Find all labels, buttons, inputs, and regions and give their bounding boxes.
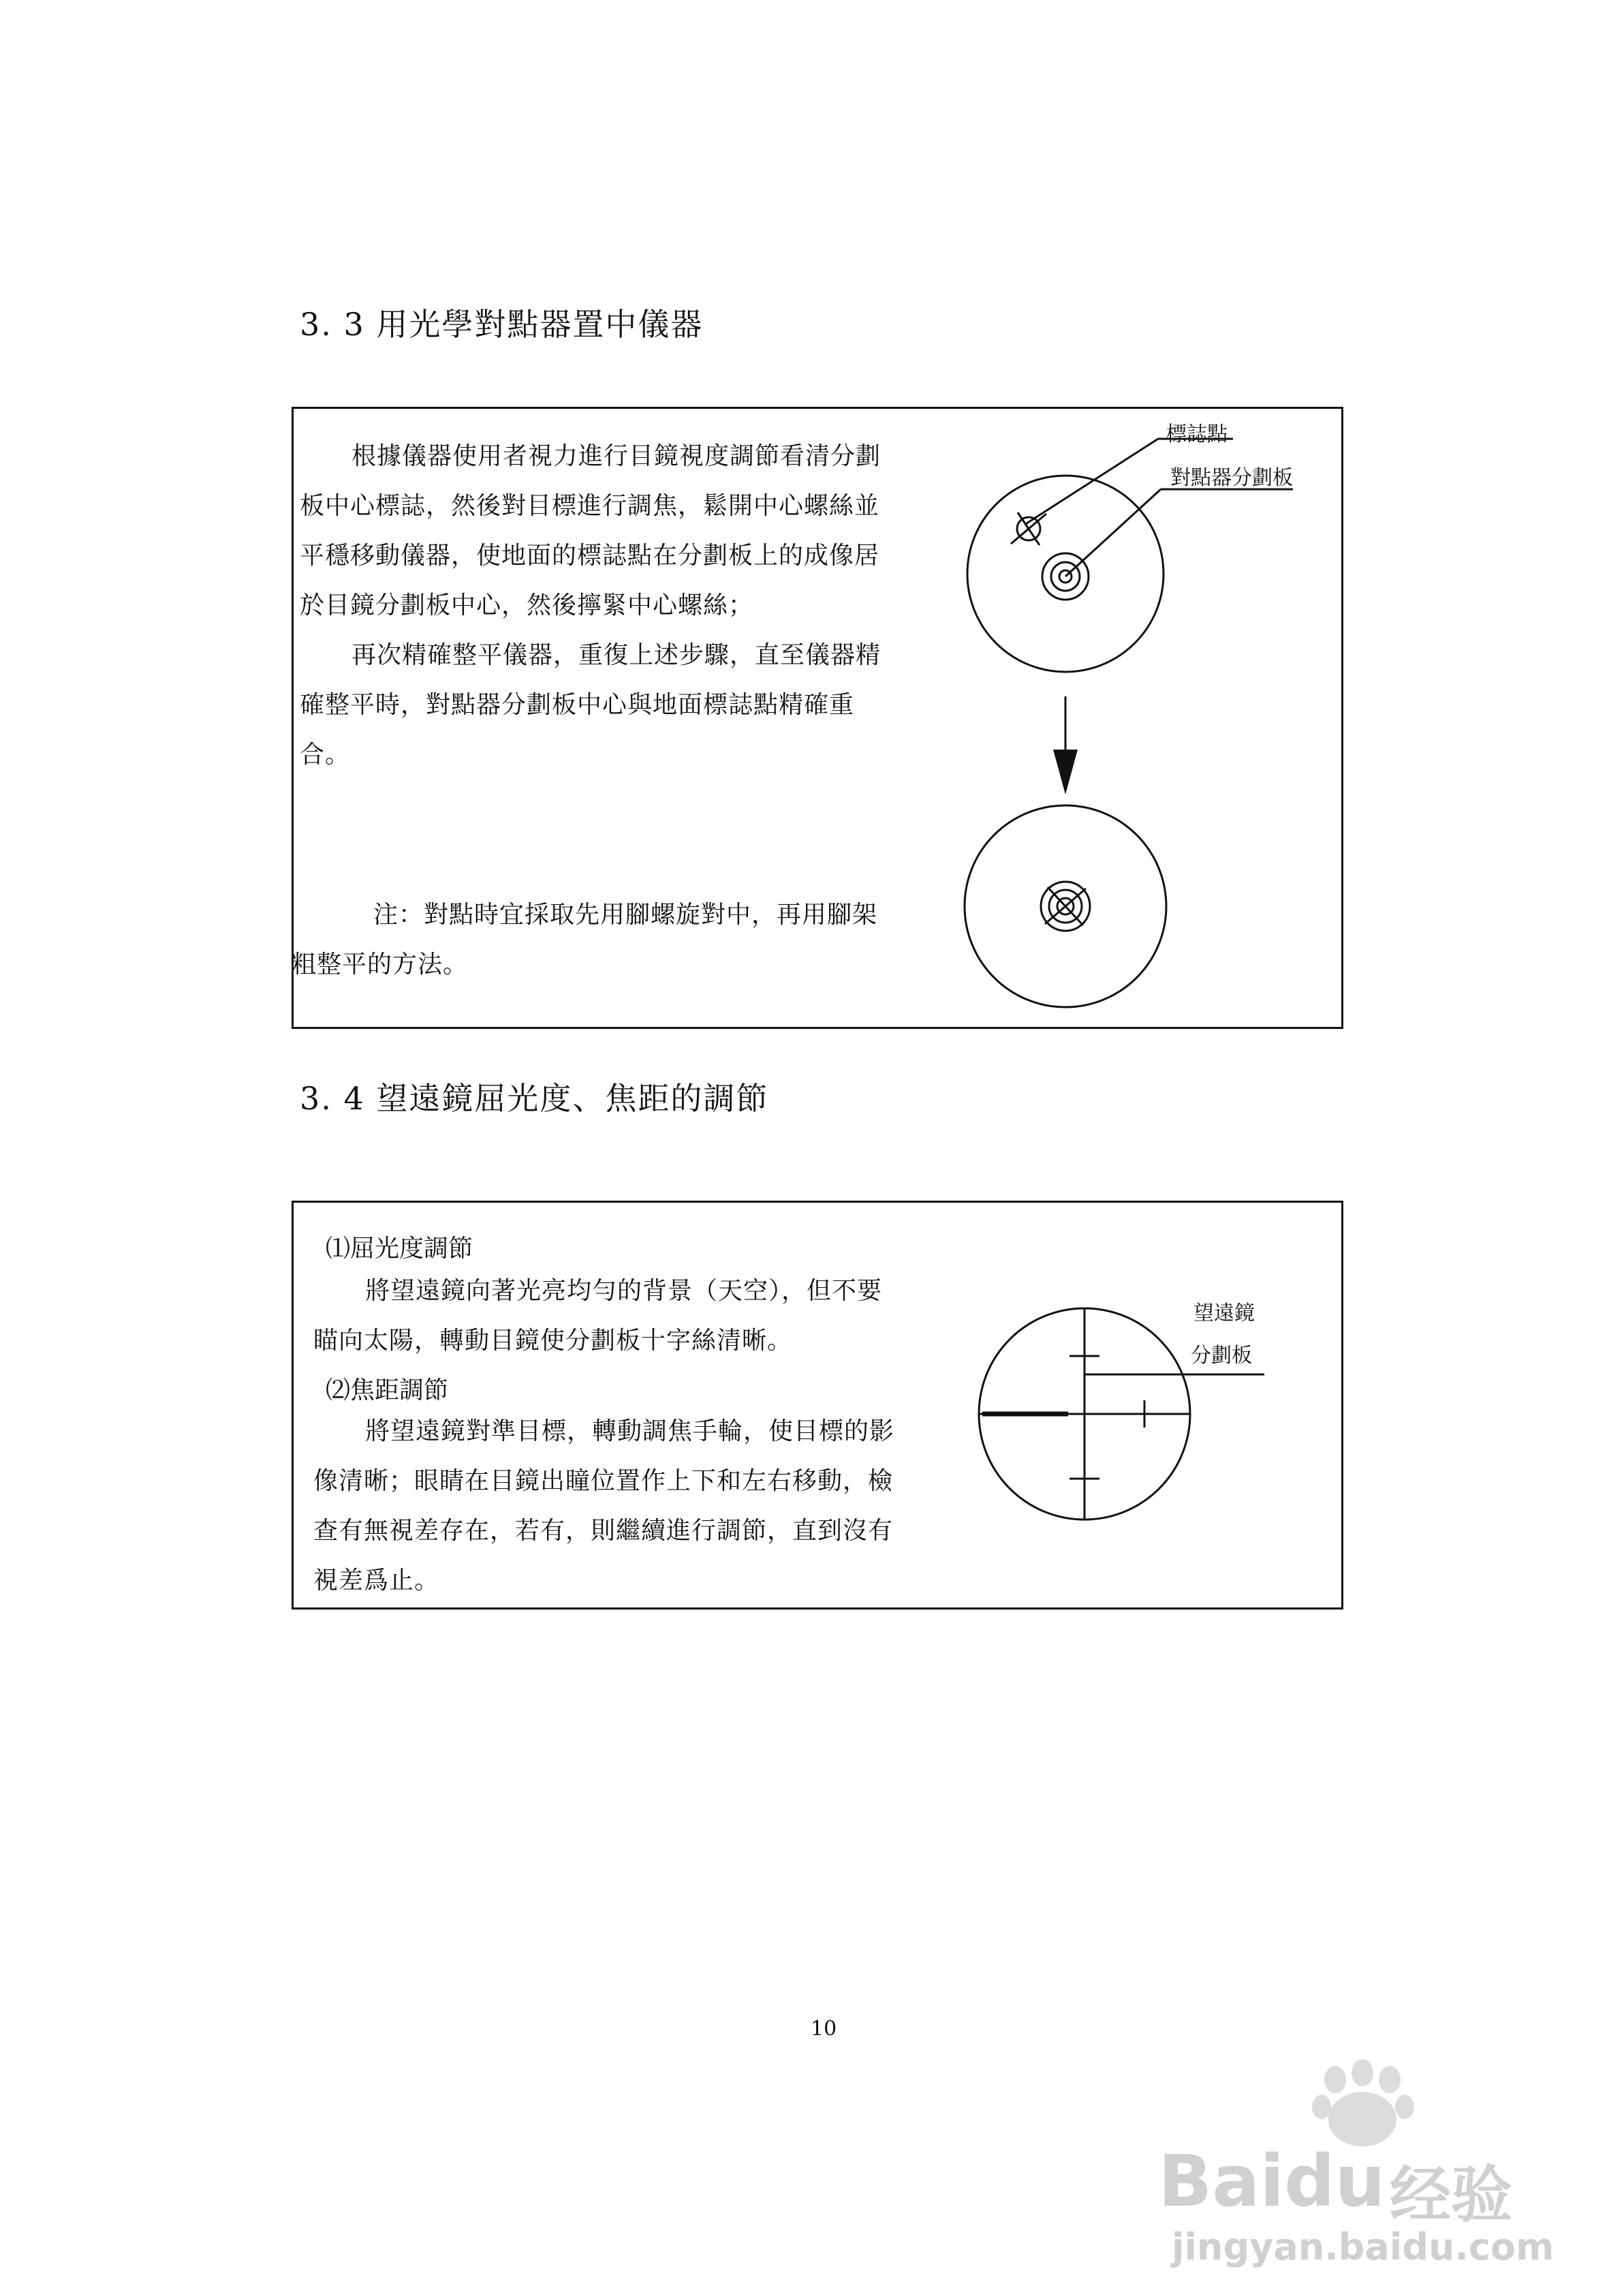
label-telescope: 望遠鏡 (1193, 1301, 1255, 1325)
down-arrow-icon (1053, 696, 1078, 795)
label-reticle-plate: 分劃板 (1191, 1344, 1252, 1368)
plummet-note-text: 注：對點時宜採取先用腳螺旋對中，再用腳架粗整平的方法。 (292, 901, 878, 979)
focus-para: 將望遠鏡對準目標，轉動調焦手輪，使目標的影像清晰；眼睛在目鏡出瞳位置作上下和左右移動，檢查有無視差存在，若有，則繼續進行調節，直到沒有視差爲止。 (313, 1417, 895, 1595)
page-number: 10 (811, 2017, 837, 2041)
focus-subheading: ⑵焦距調節 (326, 1376, 449, 1404)
leader-mark-point (1025, 439, 1158, 525)
focus-text (313, 1406, 899, 1605)
watermark-suffix: 经验 (1390, 2159, 1512, 2231)
diopter-para: 將望遠鏡向著光亮均勻的背景（天空），但不要瞄向太陽，轉動目鏡使分劃板十字絲清晰。 (313, 1277, 883, 1355)
diopter-subheading: ⑴屈光度調節 (326, 1235, 473, 1263)
diopter-text (313, 1266, 899, 1366)
section-3-4-title: 3. 4 望遠鏡屈光度、焦距的調節 (300, 1080, 769, 1117)
watermark-brand-bai: Bai (1158, 2140, 1285, 2223)
plummet-diagram-after (965, 805, 1166, 1007)
watermark-brand (1158, 2140, 1386, 2223)
section-3-3-title: 3. 3 用光學對點器置中儀器 (300, 306, 704, 343)
coincide-cross-2 (1048, 887, 1083, 925)
label-mark-point: 標誌點 (1166, 422, 1228, 446)
label-plummet-reticle: 對點器分劃板 (1170, 466, 1293, 490)
watermark-url: jingyan.baidu.com (1172, 2225, 1555, 2268)
leader-reticle (1065, 489, 1161, 576)
view-circle-before (967, 476, 1164, 672)
baidu-watermark (1151, 2058, 1560, 2269)
plummet-diagram-before (967, 439, 1293, 672)
plummet-para-1: 根據儀器使用者視力進行目鏡視度調節看清分劃板中心標誌，然後對目標進行調焦，鬆開中心螺絲並平穩移動儀器，使地面的標誌點在分劃板上的成像居於目鏡分劃板中心，然後擰緊中心螺絲； (300, 442, 881, 619)
watermark-brand-du: du (1284, 2140, 1386, 2223)
plummet-para-2: 再次精確整平儀器，重復上述步驟，直至儀器精確整平時，對點器分劃板中心與地面標誌點精確重合。 (300, 641, 881, 769)
